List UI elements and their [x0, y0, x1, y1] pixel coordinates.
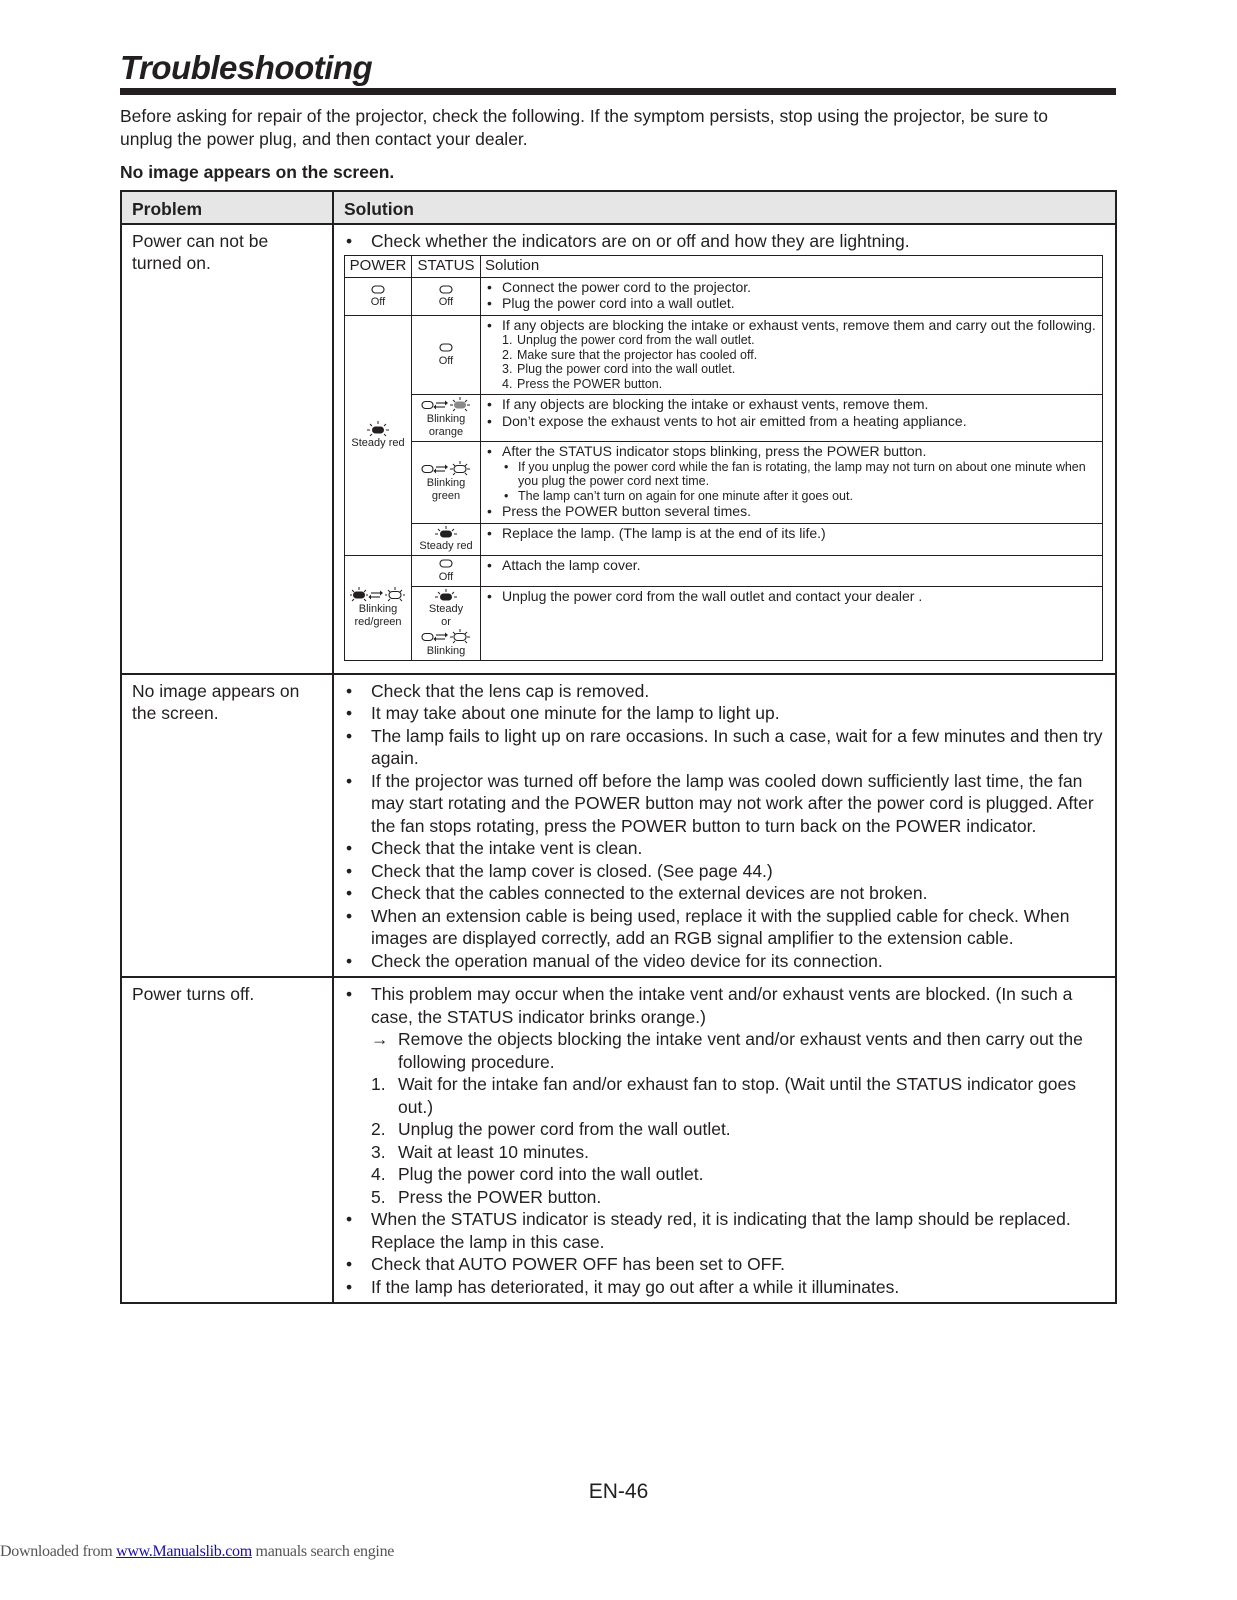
list-item: • Press the POWER button several times.: [486, 503, 1096, 520]
list-item: • Check that the lens cap is removed.: [344, 680, 1103, 703]
indicator-row: [345, 442, 1103, 524]
step-item: 4. Plug the power cord into the wall outlet.: [371, 1164, 704, 1184]
step-item: 5. Press the POWER button.: [371, 1186, 602, 1207]
page-title: Troubleshooting: [120, 48, 1116, 95]
list-item: • This problem may occur when the intake vent and/or exhaust vents are blocked. (In such a case, the STATUS indicator brinks orange.): [344, 983, 1103, 1028]
step-item: 3. Plug the power cord into the wall outlet.: [502, 362, 736, 376]
problem-cell: Power can not be turned on.: [121, 224, 333, 674]
indicator-solution: [481, 315, 1103, 395]
list-item: • Check whether the indicators are on or off and how they are lightning.: [344, 230, 1103, 253]
header-solution: Solution: [333, 191, 1116, 224]
list-item: • Check the operation manual of the video device for its connection.: [344, 950, 1103, 973]
table-row: [121, 674, 1116, 978]
indicator-row: [345, 315, 1103, 395]
indicator-label: Steady: [428, 602, 464, 615]
indicator-label: red/green: [354, 615, 402, 628]
indicator-solution: [481, 442, 1103, 524]
header-status: STATUS: [412, 256, 481, 278]
list-item: • When the STATUS indicator is steady red, it is indicating that the lamp should be replaced. Replace the lamp in this case.: [344, 1208, 1103, 1253]
footer-link[interactable]: www.Manualslib.com: [116, 1543, 252, 1560]
list-item: • The lamp fails to light up on rare occasions. In such a case, wait for a few minutes and then try again.: [344, 725, 1103, 770]
solution-list: [344, 1208, 1103, 1298]
indicator-label: Blinking: [426, 477, 466, 490]
status-indicator: [412, 586, 481, 660]
header-problem: Problem: [121, 191, 333, 224]
indicator-header-row: [345, 256, 1103, 278]
list-item: • If the lamp has deteriorated, it may go out after a while it illuminates.: [344, 1276, 1103, 1299]
step-item: 1. Unplug the power cord from the wall outlet.: [502, 333, 755, 347]
indicator-solution: [481, 586, 1103, 660]
sub-item: • The lamp can’t turn on again for one minute after it goes out.: [502, 489, 1096, 504]
indicator-label: Blinking: [358, 602, 398, 615]
numbered-steps: [486, 333, 1096, 391]
indicator-label: Steady red: [419, 539, 473, 552]
table-row: [121, 224, 1116, 674]
list-item: • After the STATUS indicator stops blinking, press the POWER button.: [486, 443, 1096, 460]
footer-suffix: manuals search engine: [251, 1543, 395, 1560]
solution-list: [344, 680, 1103, 973]
indicator-solution: [481, 277, 1103, 315]
arrow-icon: →: [371, 1029, 389, 1049]
indicator-label: or: [441, 615, 451, 628]
indicator-row: [345, 277, 1103, 315]
sub-bullets: [486, 460, 1096, 504]
power-indicator: [345, 315, 412, 555]
list-item: • Don’t expose the exhaust vents to hot air emitted from a heating appliance.: [486, 413, 1096, 430]
header-power: POWER: [345, 256, 412, 278]
header-solution-inner: Solution: [481, 256, 1103, 278]
indicator-label: green: [431, 490, 461, 503]
indicator-solution: [481, 523, 1103, 555]
solution-cell: [333, 674, 1116, 978]
arrow-item: → Remove the objects blocking the intake vent and/or exhaust vents and then carry out the following procedure.: [371, 1029, 1083, 1072]
list-item: • When an extension cable is being used, replace it with the supplied cable for check. When images are displayed correctly, add an RGB signal amplifier to the extension cable.: [344, 905, 1103, 950]
step-item: 4. Press the POWER button.: [502, 376, 663, 391]
status-indicator: [412, 395, 481, 442]
list-item: • If the projector was turned off before the lamp was cooled down sufficiently last time, the fan may start rotating and the POWER button may not work after the power cord is plugged. After the fan stops rotating, press the POWER button to turn back on the POWER indicator.: [344, 770, 1103, 838]
list-item: • It may take about one minute for the lamp to light up.: [344, 702, 1103, 725]
indicator-label: Off: [370, 296, 386, 308]
step-item: 1. Wait for the intake fan and/or exhaust fan to stop. (Wait until the STATUS indicator goes out.): [371, 1074, 1076, 1117]
lamp-off-icon: [439, 559, 453, 568]
status-indicator: [412, 315, 481, 395]
indicator-label: Off: [438, 354, 454, 367]
blink-arrows-icon: [421, 397, 471, 413]
indicator-row: [345, 523, 1103, 555]
lamp-lit-icon: [435, 589, 457, 603]
list-item: • Check that AUTO POWER OFF has been set to OFF.: [344, 1253, 1103, 1276]
list-item: • Replace the lamp. (The lamp is at the end of its life.): [486, 525, 1096, 542]
indicator-label: Blinking: [426, 413, 466, 425]
table-row: [121, 977, 1116, 1303]
problem-cell: Power turns off.: [121, 977, 333, 1303]
lamp-lit-icon: [435, 526, 457, 540]
indicator-solution: [481, 555, 1103, 586]
lamp-off-icon: [439, 343, 453, 352]
list-item: • Connect the power cord to the projector.: [486, 279, 1096, 296]
indicator-row: [345, 395, 1103, 442]
solution-list: [344, 983, 1103, 1028]
list-item: • Attach the lamp cover.: [486, 557, 1096, 574]
table-header-row: [121, 191, 1116, 224]
status-indicator: [412, 277, 481, 315]
list-item: • If any objects are blocking the intake or exhaust vents, remove them and carry out the following.: [486, 317, 1096, 334]
status-indicator: [412, 555, 481, 586]
intro-text: Before asking for repair of the projector, check the following. If the symptom persists, stop using the projector, be sure to unplug the power plug, and then contact your dealer.: [120, 106, 1048, 149]
footer-prefix: Downloaded from: [0, 1543, 113, 1560]
blink-arrows-icon: [350, 587, 406, 603]
section-heading: No image appears on the screen.: [120, 162, 395, 182]
step-item: 3. Wait at least 10 minutes.: [371, 1141, 589, 1162]
solution-cell: [333, 224, 1116, 674]
indicator-row: [345, 586, 1103, 660]
indicator-solution: [481, 395, 1103, 442]
problem-cell: No image appears on the screen.: [121, 674, 333, 978]
indicator-label: Blinking: [426, 644, 466, 657]
solution-list: [344, 230, 1103, 253]
power-indicator: [345, 277, 412, 315]
status-indicator: [412, 442, 481, 524]
list-item: • If any objects are blocking the intake or exhaust vents, remove them.: [486, 396, 1096, 413]
blink-arrows-icon: [421, 629, 471, 645]
power-indicator: [345, 555, 412, 660]
list-item: • Check that the intake vent is clean.: [344, 837, 1103, 860]
indicator-label: Off: [438, 570, 454, 583]
step-item: 2. Unplug the power cord from the wall outlet.: [371, 1119, 731, 1139]
list-item: • Unplug the power cord from the wall outlet and contact your dealer .: [486, 588, 1096, 605]
solution-cell: [333, 977, 1116, 1303]
page-number: EN-46: [588, 1480, 649, 1503]
indicator-table: [344, 255, 1103, 661]
troubleshooting-table: [120, 190, 1117, 1304]
status-indicator: [412, 523, 481, 555]
sub-item: • If you unplug the power cord while the fan is rotating, the lamp may not turn on about one minute when you plug the power cord next time.: [502, 460, 1096, 489]
step-item: 2. Make sure that the projector has cooled off.: [502, 347, 758, 362]
indicator-label: Off: [438, 296, 454, 308]
indicator-label: Steady red: [351, 436, 405, 449]
list-item: • Plug the power cord into a wall outlet.: [486, 295, 1096, 312]
lamp-off-icon: [439, 285, 453, 294]
indicator-row: [345, 555, 1103, 586]
blink-arrows-icon: [421, 461, 471, 477]
lamp-lit-icon: [367, 421, 389, 437]
list-item: • Check that the lamp cover is closed. (See page 44.): [344, 860, 1103, 883]
list-item: • Check that the cables connected to the external devices are not broken.: [344, 882, 1103, 905]
lamp-off-icon: [371, 285, 385, 294]
download-footer: [0, 1543, 394, 1561]
indicator-label: orange: [428, 426, 464, 438]
